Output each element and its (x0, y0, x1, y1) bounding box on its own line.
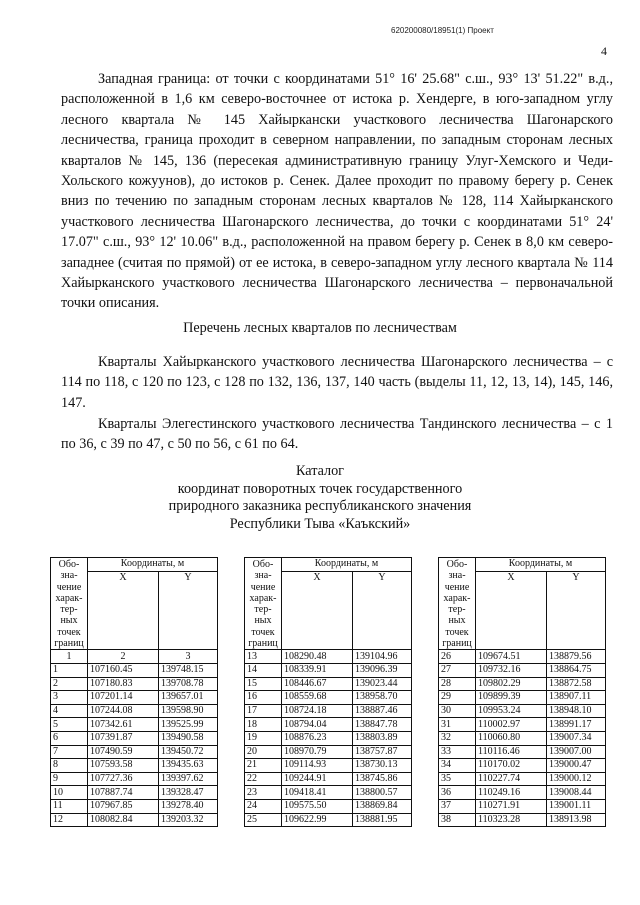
coord-y: 139203.32 (159, 813, 218, 827)
y-header: Y (353, 571, 412, 650)
table-row (51, 786, 218, 800)
coord-y: 139525.99 (159, 718, 218, 732)
coord-y: 139104.96 (353, 650, 412, 664)
coord-x: 108559.68 (282, 691, 353, 705)
point-number: 33 (439, 745, 476, 759)
coord-x: 110002.97 (476, 718, 547, 732)
point-number: 6 (51, 731, 88, 745)
coord-y: 139490.58 (159, 731, 218, 745)
y-header: Y (547, 571, 606, 650)
coord-x: 107160.45 (88, 663, 159, 677)
coord-y: 139008.44 (547, 786, 606, 800)
point-number: 31 (439, 718, 476, 732)
coord-x: 110271.91 (476, 799, 547, 813)
elegest-paragraph: Кварталы Элегестинского участкового лесничества Тандинского лесничества – с 1 по 36, с 39 по 47, с 50 по 56, с 61 по 64. (61, 416, 613, 453)
point-number: 20 (245, 745, 282, 759)
table-row (245, 745, 412, 759)
coord-x: 108446.67 (282, 677, 353, 691)
table-row (439, 704, 606, 718)
table-row (439, 759, 606, 773)
point-number: 10 (51, 786, 88, 800)
coord-y: 139278.40 (159, 799, 218, 813)
table-row (245, 677, 412, 691)
point-number: 29 (439, 691, 476, 705)
coord-x: 108876.23 (282, 731, 353, 745)
table-row (439, 786, 606, 800)
coord-y: 139001.11 (547, 799, 606, 813)
coord-x: 109114.93 (282, 759, 353, 773)
coord-x: 108970.79 (282, 745, 353, 759)
coord-y: 139708.78 (159, 677, 218, 691)
coord-y: 139748.15 (159, 663, 218, 677)
coord-y: 138913.98 (547, 813, 606, 827)
table-row (51, 813, 218, 827)
table-row (245, 799, 412, 813)
coord-y: 139328.47 (159, 786, 218, 800)
point-number: 1 (51, 663, 88, 677)
coord-x: 108794.04 (282, 718, 353, 732)
point-number: 13 (245, 650, 282, 664)
point-number: 7 (51, 745, 88, 759)
x-header: X (282, 571, 353, 650)
coord-x: 107593.58 (88, 759, 159, 773)
table-row (439, 772, 606, 786)
coord-x: 110116.46 (476, 745, 547, 759)
point-number: 22 (245, 772, 282, 786)
coord-y: 138881.95 (353, 813, 412, 827)
coord-y: 138869.84 (353, 799, 412, 813)
document-id: 620200080/18951(1) Проект (391, 26, 494, 35)
point-number: 5 (51, 718, 88, 732)
table-row (51, 704, 218, 718)
point-number: 37 (439, 799, 476, 813)
point-number: 38 (439, 813, 476, 827)
coord-x: 109418.41 (282, 786, 353, 800)
table-row (245, 772, 412, 786)
table-row (245, 704, 412, 718)
point-number: 34 (439, 759, 476, 773)
coord-x: 107967.85 (88, 799, 159, 813)
point-number: 4 (51, 704, 88, 718)
y-header: Y (159, 571, 218, 650)
coord-x: 108339.91 (282, 663, 353, 677)
coords-table-3 (438, 557, 606, 827)
point-number: 17 (245, 704, 282, 718)
coord-x: 108082.84 (88, 813, 159, 827)
table-row (439, 799, 606, 813)
coords-header: Координаты, м (88, 558, 218, 572)
coord-x: 107180.83 (88, 677, 159, 691)
coord-x: 109244.91 (282, 772, 353, 786)
table-row (245, 813, 412, 827)
coord-x: 107887.74 (88, 786, 159, 800)
coord-y: 138907.11 (547, 691, 606, 705)
coords-table-2 (244, 557, 412, 827)
x-header: X (476, 571, 547, 650)
table-row (51, 677, 218, 691)
coord-y: 138730.13 (353, 759, 412, 773)
coord-x: 110227.74 (476, 772, 547, 786)
coord-y: 139435.63 (159, 759, 218, 773)
table-row (51, 772, 218, 786)
coords-header: Координаты, м (476, 558, 606, 572)
point-number: 25 (245, 813, 282, 827)
coord-y: 138879.56 (547, 650, 606, 664)
coord-y: 139598.90 (159, 704, 218, 718)
table-row (245, 663, 412, 677)
coord-y: 138864.75 (547, 663, 606, 677)
point-number: 28 (439, 677, 476, 691)
point-number: 19 (245, 731, 282, 745)
coord-x: 110249.16 (476, 786, 547, 800)
coord-x: 109953.24 (476, 704, 547, 718)
coord-x: 109622.99 (282, 813, 353, 827)
coord-y: 138872.58 (547, 677, 606, 691)
coord-x: 107391.87 (88, 731, 159, 745)
coord-x: 107342.61 (88, 718, 159, 732)
column-number: 3 (159, 650, 218, 664)
point-number: 2 (51, 677, 88, 691)
table-row (51, 745, 218, 759)
column-number: 1 (51, 650, 88, 664)
table-row (439, 650, 606, 664)
coord-x: 108290.48 (282, 650, 353, 664)
column-number: 2 (88, 650, 159, 664)
coord-x: 107244.08 (88, 704, 159, 718)
designation-header: Обо- зна- чение харак- тер- ных точек границ (51, 558, 88, 650)
coord-x: 109674.51 (476, 650, 547, 664)
point-number: 32 (439, 731, 476, 745)
point-number: 15 (245, 677, 282, 691)
table-row (51, 759, 218, 773)
page-number: 4 (601, 44, 607, 58)
coord-x: 110060.80 (476, 731, 547, 745)
coord-y: 139007.00 (547, 745, 606, 759)
point-number: 23 (245, 786, 282, 800)
point-number: 18 (245, 718, 282, 732)
coord-y: 138757.87 (353, 745, 412, 759)
table-row (51, 799, 218, 813)
coord-y: 138847.78 (353, 718, 412, 732)
coords-table-1 (50, 557, 218, 827)
coord-y: 138745.86 (353, 772, 412, 786)
point-number: 3 (51, 691, 88, 705)
coord-y: 138948.10 (547, 704, 606, 718)
table-row (245, 650, 412, 664)
coord-y: 139000.47 (547, 759, 606, 773)
khaiyrkan-paragraph: Кварталы Хайырканского участкового лесничества Шагонарского лесничества – с 114 по 118, с 120 по 123, с 128 по 132, 136, 137, 140 часть (выделы 11, 12, 13, 14), 145, 146, 147. (61, 354, 613, 411)
coord-x: 109732.16 (476, 663, 547, 677)
point-number: 14 (245, 663, 282, 677)
table-row (439, 718, 606, 732)
catalog-title-line-2: координат поворотных точек государственного (177, 480, 463, 497)
designation-header: Обо- зна- чение харак- тер- ных точек границ (245, 558, 282, 650)
point-number: 8 (51, 759, 88, 773)
point-number: 24 (245, 799, 282, 813)
coord-y: 138800.57 (353, 786, 412, 800)
coord-x: 110323.28 (476, 813, 547, 827)
coord-y: 139397.62 (159, 772, 218, 786)
catalog-title-line-1: Каталог (296, 463, 344, 479)
point-number: 27 (439, 663, 476, 677)
forest-quarters-subtitle: Перечень лесных кварталов по лесничествам (183, 320, 457, 336)
point-number: 9 (51, 772, 88, 786)
point-number: 16 (245, 691, 282, 705)
table-row (245, 691, 412, 705)
catalog-title-line-3: природного заказника республиканского значения (168, 498, 472, 514)
table-row (439, 677, 606, 691)
coord-x: 109899.39 (476, 691, 547, 705)
coord-x: 107727.36 (88, 772, 159, 786)
coords-header: Координаты, м (282, 558, 412, 572)
point-number: 11 (51, 799, 88, 813)
coord-y: 139023.44 (353, 677, 412, 691)
table-row (245, 731, 412, 745)
point-number: 12 (51, 813, 88, 827)
table-row (439, 745, 606, 759)
coord-y: 139657.01 (159, 691, 218, 705)
table-row (439, 691, 606, 705)
point-number: 35 (439, 772, 476, 786)
coord-y: 138958.70 (353, 691, 412, 705)
table-row (439, 663, 606, 677)
coord-x: 107490.59 (88, 745, 159, 759)
table-row (245, 786, 412, 800)
coord-x: 107201.14 (88, 691, 159, 705)
catalog-title (0, 463, 640, 533)
point-number: 21 (245, 759, 282, 773)
coord-y: 138991.17 (547, 718, 606, 732)
coord-y: 139450.72 (159, 745, 218, 759)
coord-y: 138887.46 (353, 704, 412, 718)
table-row (51, 731, 218, 745)
table-row (439, 813, 606, 827)
coord-x: 109575.50 (282, 799, 353, 813)
coord-y: 139007.34 (547, 731, 606, 745)
coord-y: 138803.89 (353, 731, 412, 745)
table-row (51, 663, 218, 677)
coord-y: 139096.39 (353, 663, 412, 677)
coord-x: 108724.18 (282, 704, 353, 718)
table-row (245, 759, 412, 773)
coord-x: 109802.29 (476, 677, 547, 691)
designation-header: Обо- зна- чение харак- тер- ных точек границ (439, 558, 476, 650)
west-border-paragraph: Западная граница: от точки с координатами 51° 16' 25.68" с.ш., 93° 13' 51.22" в.д., расположенной в 1,6 км северо-восточнее от истока р. Хендерге, в юго-западном углу лесного квартала № 145 Хайыркански участкового лесничества Шагонарского лесничества, граница проходит в северном направлении, по западным сторонам лесных кварталов № 145, 136 (пересекая административную границу Улуг-Хемского и Чеди-Хольского кожуунов), до истоков р. Сенек. Далее проходит по правому берегу р. Сенек вниз по течению по западным сторонам лесных кварталов № 128, 114 Хайырканского участкового лесничества Шагонарского лесничества, до точки с координатами 51° 24' 17.07" с.ш., 93° 12' 10.06" в.д., расположенной на правом берегу р. Сенек в 8,0 км северо-западнее (считая по прямой) от ее истока, в северо-западном углу лесного квартала № 114 Хайырканского участкового лесничества Шагонарского лесничества – первоначальной точки описания. (61, 71, 613, 312)
table-row (439, 731, 606, 745)
point-number: 26 (439, 650, 476, 664)
table-row (245, 718, 412, 732)
x-header: X (88, 571, 159, 650)
table-row (51, 691, 218, 705)
catalog-title-line-4: Республики Тыва «Каъкский» (229, 515, 411, 532)
table-row (51, 718, 218, 732)
coord-x: 110170.02 (476, 759, 547, 773)
coord-y: 139000.12 (547, 772, 606, 786)
point-number: 30 (439, 704, 476, 718)
point-number: 36 (439, 786, 476, 800)
